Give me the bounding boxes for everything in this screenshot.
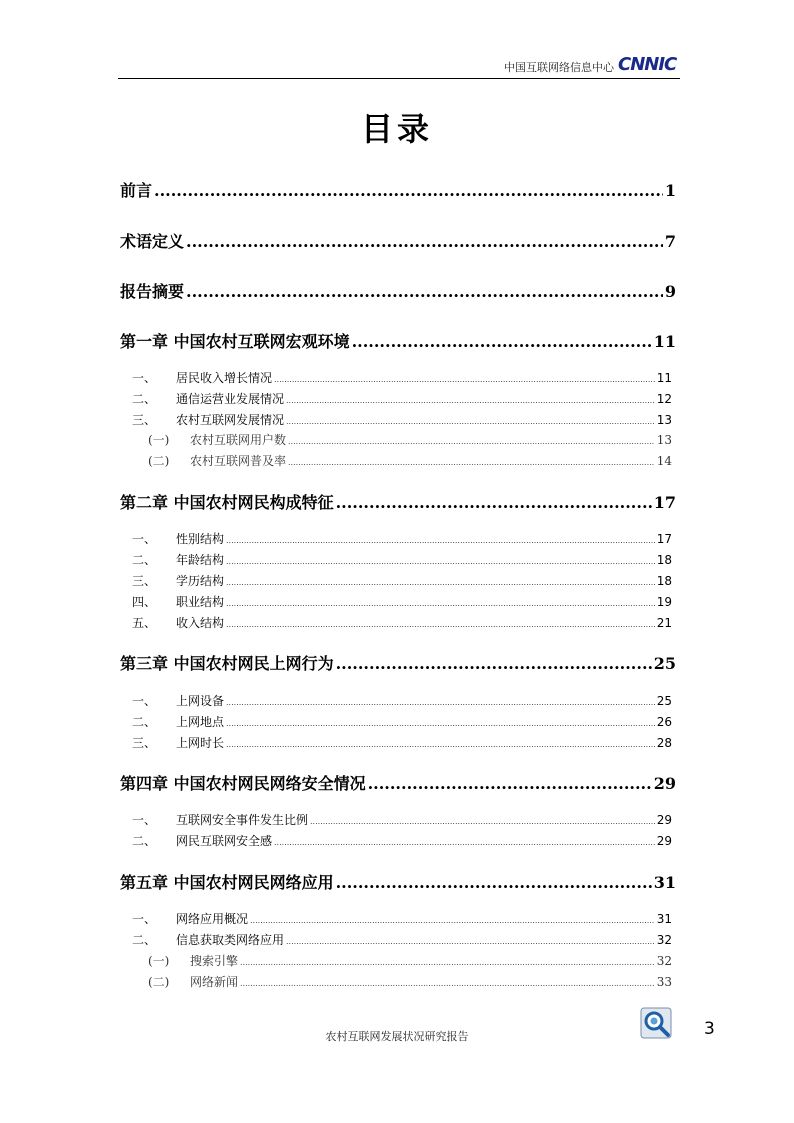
leader-dots [154, 181, 663, 200]
toc-entry-preface[interactable]: 前言 ..... 1 [120, 178, 676, 201]
toc-section[interactable]: 三、 上网时长 ..... 28 [132, 734, 672, 751]
toc-subsection[interactable]: (二) 农村互联网普及率 ..... 14 [148, 452, 672, 469]
leader-dots [336, 493, 652, 512]
footer-report-title: 农村互联网发展状况研究报告 [325, 1030, 469, 1043]
toc-subsection[interactable]: (一) 农村互联网用户数 ..... 13 [148, 431, 672, 448]
toc-section[interactable]: 一、 居民收入增长情况 ..... 11 [132, 369, 672, 386]
leader-dots [336, 654, 652, 673]
leader-dots [186, 232, 663, 251]
magnifier-logo-icon [640, 1007, 672, 1039]
toc-section[interactable]: 二、 年龄结构 ..... 18 [132, 551, 672, 568]
toc-chapter-4[interactable]: 第四章 中国农村网民网络安全情况 ..... 29 [120, 771, 676, 794]
toc-section[interactable]: 一、 互联网安全事件发生比例 ..... 29 [132, 811, 672, 828]
leader-dots [336, 873, 652, 892]
toc-subsection[interactable]: (二) 网络新闻 ..... 33 [148, 973, 672, 990]
toc-section[interactable]: 三、 学历结构 ..... 18 [132, 572, 672, 589]
header-org-name: 中国互联网络信息中心 [504, 61, 614, 74]
toc-section[interactable]: 五、 收入结构 ..... 21 [132, 614, 672, 631]
toc-entry-summary[interactable]: 报告摘要 ..... 9 [120, 279, 676, 302]
toc-chapter-5[interactable]: 第五章 中国农村网民网络应用 ..... 31 [120, 870, 676, 893]
toc-section[interactable]: 一、 性别结构 ..... 17 [132, 530, 672, 547]
toc-section[interactable]: 一、 上网设备 ..... 25 [132, 692, 672, 709]
toc-entry-terms[interactable]: 术语定义 ..... 7 [120, 229, 676, 252]
toc-chapter-3[interactable]: 第三章 中国农村网民上网行为 ..... 25 [120, 651, 676, 674]
page-header [118, 52, 680, 79]
leader-dots [368, 774, 652, 793]
page-title: 目录 [360, 110, 433, 148]
toc-section[interactable]: 一、 网络应用概况 ..... 31 [132, 910, 672, 927]
toc-chapter-1[interactable]: 第一章 中国农村互联网宏观环境 ..... 11 [120, 329, 676, 352]
leader-dots [186, 282, 663, 301]
toc-chapter-2[interactable]: 第二章 中国农村网民构成特征 ..... 17 [120, 490, 676, 513]
cnnic-logo [618, 52, 680, 74]
toc-section[interactable]: 四、 职业结构 ..... 19 [132, 593, 672, 610]
toc-section[interactable]: 三、 农村互联网发展情况 ..... 13 [132, 411, 672, 428]
toc-section[interactable]: 二、 上网地点 ..... 26 [132, 713, 672, 730]
toc-section[interactable]: 二、 信息获取类网络应用 ..... 32 [132, 931, 672, 948]
toc-section[interactable]: 二、 网民互联网安全感 ..... 29 [132, 832, 672, 849]
leader-dots [352, 332, 652, 351]
svg-text:CNNIC: CNNIC [618, 54, 677, 74]
page-number: 3 [704, 1019, 715, 1039]
toc-section[interactable]: 二、 通信运营业发展情况 ..... 12 [132, 390, 672, 407]
toc-subsection[interactable]: (一) 搜索引擎 ..... 32 [148, 952, 672, 969]
